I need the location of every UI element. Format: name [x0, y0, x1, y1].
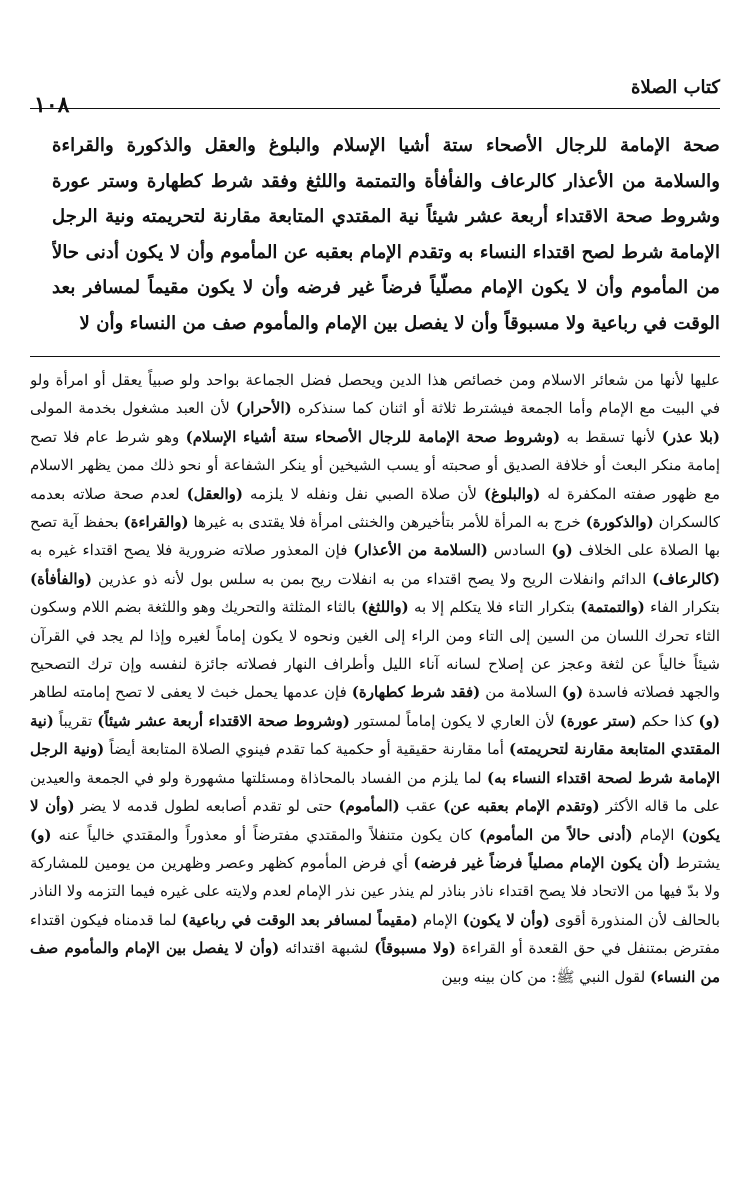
matn-quotation: (فقد شرط كطهارة): [351, 683, 481, 702]
main-text: صحة الإمامة للرجال الأصحاء ستة أشيا الإسلام والبلوغ والعقل والذكورة والقراءة والسلامة من الأعذار كالرعاف والفأفأة والتمتمة واللثغ وفقد شرط كطهارة وستر عورة وشروط صحة الاقتداء أربعة عشر شيئاً نية المقتدي المتابعة مقارنة لتحريمته ونية الرجل الإمامة شرط لصح اقتداء النساء به وتقدم الإمام بعقبه عن المأموم وأن لا يكون أدنى حالاً من المأموم وأن لا يكون الإمام مصلّياً فرضاً غير فرضه وأن لا يكون مقيماً لمسافر بعد الوقت في رباعية ولا مسبوقاً وأن لا يفصل بين الإمام والمأموم صف من النساء وأن لا: [52, 135, 720, 334]
matn-quotation: (و): [30, 825, 52, 844]
commentary-run: فإن المعذور صلاته ضرورية فلا يصح اقتداء غيره به: [30, 541, 354, 560]
matn-quotation: (والقراءة): [123, 513, 189, 532]
commentary-run: كذا حكم: [636, 711, 699, 730]
commentary-run: لما يلزم من الفساد بالمحاذاة ومسئلتها مشهورة ولو في الجمعة والعيدين على ما قاله الأكثر: [30, 768, 720, 816]
matn-quotation: (أن يكون الإمام مصلياً فرضاً غير فرضه): [413, 853, 671, 872]
commentary-text: [30, 366, 720, 1156]
commentary-run: خرج به المرأة للأمر بتأخيرهن والخنثى امرأة فلا يقتدى به غيرها: [188, 513, 586, 532]
matn-quotation: (أدنى حالاً من المأموم): [479, 825, 633, 844]
matn-quotation: (وتقدم الإمام بعقبه عن): [443, 797, 600, 816]
matn-quotation: (ستر عورة): [559, 711, 637, 730]
matn-quotation: (المأموم): [338, 797, 400, 816]
commentary-run: تقريباً: [53, 711, 98, 730]
commentary-run: السادس: [487, 541, 552, 560]
matn-quotation: (و): [551, 541, 573, 560]
matn-quotation: (ولا مسبوقاً): [374, 939, 456, 958]
commentary-run: بتكرار التاء فلا يتكلم إلا به: [408, 598, 581, 617]
page-header: [30, 75, 720, 109]
matn-quotation: (الأحرار): [235, 399, 292, 418]
commentary-run: بالثاء المثلثة والتحريك وهو واللثغة بضم اللام وسكون الثاء تحرك اللسان من السين إلى التاء ومن الراء إلى الغين ونحوه لا يكون إماماً لغيره وإذا لم يجد في القرآن شيئاً خالياً عن لثغة وعجز عن إصلاح لسانه آناء الليل وأطراف النهار فصلاته جائزة لنفسه وإن ترك التصحيح والجهد فصلاته فاسدة: [30, 598, 720, 702]
commentary-run: لشبهة اقتدائه: [279, 939, 375, 958]
commentary-run: لأن العاري لا يكون إماماً لمستور: [349, 711, 560, 730]
commentary-run: فإن عدمها يحمل خبث لا يعفى لا تصح إمامته لطاهر: [30, 683, 352, 702]
matn-quotation: (وأن لا يفصل بين الإمام والمأموم صف من النساء): [30, 939, 720, 986]
matn-quotation: (واللثغ): [361, 598, 409, 617]
matn-quotation: (مقيماً لمسافر بعد الوقت في رباعية): [181, 910, 418, 929]
commentary-run: يشترط: [670, 853, 720, 872]
running-title: كتاب الصلاة: [631, 77, 720, 98]
commentary-run: لأنها تسقط به: [560, 427, 662, 446]
footnote-separator: [30, 356, 720, 357]
commentary-run: كان يكون متنفلاً والمقتدي مفترضاً أو معذوراً والمقتدي خالياً عنه: [51, 825, 480, 844]
commentary-run: حتى لو تقدم أصابعه لطول قدمه لا يضر: [74, 797, 339, 816]
matn-quotation: (بلا عذر): [661, 427, 720, 446]
commentary-run: بتكرار الفاء: [644, 598, 720, 617]
matn-quotation: (ونية الرجل الإمامة شرط لصحة اقتداء النساء به): [30, 740, 720, 787]
commentary-run: لأن صلاة الصبي نفل ونفله لا يلزمه: [243, 484, 484, 503]
header-rule: [30, 108, 720, 109]
commentary-run: لقول النبي ﷺ: من كان بينه وبين: [441, 967, 650, 986]
commentary-run: الإمام: [417, 910, 463, 929]
matn-quotation: (وأن لا يكون): [30, 797, 720, 844]
commentary-run: أي فرض المأموم كظهر وعصر وظهرين من يومين للمشاركة ولا بدّ فيها من الاتحاد فلا يصح اقتداء ناذر بناذر لم ينذر عين نذر الإمام لعدم ولايته على غيره فيما التزمه ولا الناذر بالحالف لأن المنذورة أقوى: [30, 853, 720, 929]
commentary-run: بحفظ آية تصح بها الصلاة على الخلاف: [30, 513, 720, 560]
matn-quotation: (وأن لا يكون): [462, 910, 550, 929]
matn-quotation: (والبلوغ): [483, 484, 541, 503]
commentary-run: لما قدمناه فيكون اقتداء مفترض بمتنفل في حق القعدة أو القراءة: [30, 910, 720, 958]
matn-quotation: (السلامة من الأعذار): [353, 541, 488, 560]
matn-quotation: (وشروط صحة الإمامة للرجال الأصحاء ستة أشياء الإسلام): [185, 427, 561, 446]
commentary-run: لأن العبد مشغول بخدمة المولى: [30, 399, 236, 418]
commentary-run: عليها لأنها من شعائر الاسلام ومن خصائص هذا الدين ويحصل فضل الجماعة بواحد ولو صبياً يعقل أو امرأة ولو في البيت مع الإمام وأما الجمعة فيشترط ثلاثة أو اثنان كما سنذكره: [30, 371, 720, 418]
matn-quotation: (والعقل): [186, 484, 243, 503]
commentary-run: أما مقارنة حقيقية أو حكمية كما تقدم فينوي الصلاة المتابعة أيضاً: [104, 740, 510, 759]
matn-quotation: (نية المقتدي المتابعة مقارنة لتحريمته): [30, 711, 720, 759]
commentary-run: وهو شرط عام فلا تصح إمامة منكر البعث أو خلافة الصديق أو صحبته أو يسب الشيخين أو ينكر الشفاعة أو نحو ذلك ممن يظهر الاسلام مع ظهور صفته المكفرة له: [30, 427, 720, 503]
matn-quotation: (و): [698, 711, 720, 730]
matn-quotation: (والذكورة): [585, 513, 654, 532]
matn-quotation: (والفأفأة): [30, 569, 92, 588]
commentary-run: الدائم وانفلات الريح ولا يصح اقتداء من به انفلات ريح بمن به سلس بول لأنه ذو عذرين: [91, 569, 653, 588]
commentary-run: السلامة من: [480, 683, 562, 702]
commentary-run: لعدم صحة صلاته بعدمه كالسكران: [30, 484, 720, 532]
commentary-run: عقب: [399, 797, 444, 816]
page-number: ١٠٨: [34, 92, 70, 118]
matn-quotation: (وشروط صحة الاقتداء أربعة عشر شيئاً): [97, 711, 350, 730]
matn-quotation: (و): [561, 683, 584, 702]
matn-quotation: (والتمتمة): [580, 598, 645, 617]
commentary-run: الإمام: [632, 825, 682, 844]
matn-quotation: (كالرعاف): [652, 569, 720, 588]
